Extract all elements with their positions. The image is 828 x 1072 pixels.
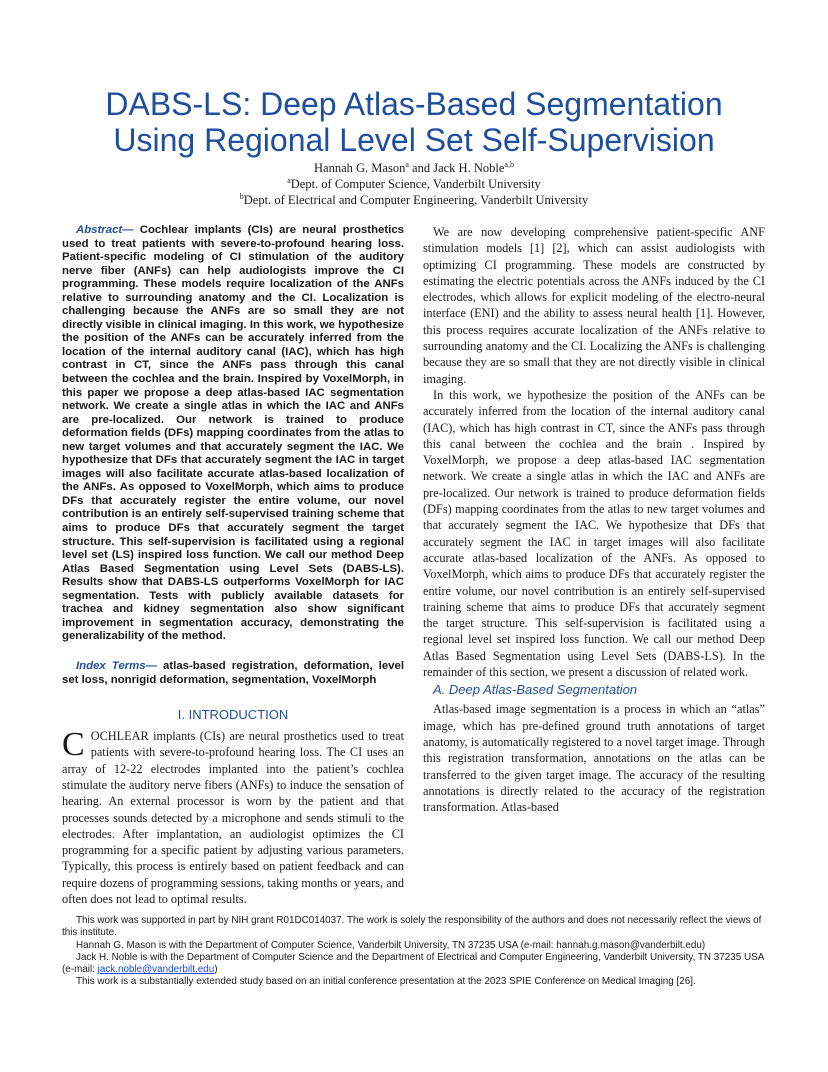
footnote-funding: This work was supported in part by NIH grant R01DC014037. The work is solely the responsibility of the authors and does not necessarily reflect the views of this institute. bbox=[62, 915, 762, 939]
affiliation-text: Dept. of Computer Science, Vanderbilt University bbox=[290, 177, 541, 191]
intro-paragraph-1-text: OCHLEAR implants (CIs) are neural prosthetics used to treat patients with severe-to-profound hearing loss. The CI uses an array of 12-22 electrodes implanted into the patient’s cochlea stimulate the auditory nerve fibers (ANFs) to induce the sensation of hearing. An external processor is worn by the patient and that processes sounds detected by a microphone and sends stimuli to the electrodes. After implantation, an audiologist optimizes the CI programming for a specific patient by adjusting various parameters. Typically, this process is entirely based on patient feedback and can require dozens of programming sessions, taking months or years, and often does not lead to optimal results. bbox=[62, 729, 404, 907]
email-link[interactable]: jack.noble@vanderbilt.edu bbox=[97, 964, 215, 976]
author-line bbox=[0, 160, 828, 176]
author-block bbox=[0, 160, 828, 208]
author-superscript: a bbox=[405, 159, 409, 169]
index-terms bbox=[62, 660, 404, 687]
left-column bbox=[62, 224, 404, 907]
author-superscript: a,b bbox=[504, 159, 514, 169]
right-column bbox=[423, 224, 765, 815]
affiliation-superscript: b bbox=[239, 191, 244, 201]
author-name: Hannah G. Mason bbox=[314, 161, 406, 175]
paper-title-line-1: DABS-LS: Deep Atlas-Based Segmentation bbox=[105, 86, 723, 122]
affiliation-text: Dept. of Electrical and Computer Engineering, Vanderbilt University bbox=[243, 193, 589, 207]
section-heading-introduction: I. INTRODUCTION bbox=[177, 707, 289, 723]
paper-title bbox=[0, 86, 828, 158]
index-terms-label: Index Terms— bbox=[76, 659, 157, 672]
intro-paragraph-2: We are now developing comprehensive patient-specific ANF stimulation models [1] [2], which can assist audiologists with optimizing CI programming. These models are constructed by estimating the electric potentials across the ANFs induced by the CI electrodes, which allows for explicit modeling of the electro-neural interface (ENI) and the ability to assess neural health [1]. However, this process requires accurate localization of the ANFs relative to surrounding anatomy and the CI. Localizing the ANFs is challenging because they are so small that they are not directly visible in clinical imaging. bbox=[423, 225, 765, 386]
footnote-author2-suffix: ) bbox=[214, 964, 218, 976]
author-conjunction: and bbox=[408, 161, 434, 175]
affiliation-line bbox=[0, 176, 828, 192]
footnote-author2 bbox=[62, 952, 766, 977]
index-terms-text: atlas-based registration, deformation, level set loss, nonrigid deformation, segmentation, VoxelMorph bbox=[62, 659, 404, 686]
intro-paragraph-1 bbox=[62, 728, 404, 907]
footnote-author2-prefix: Jack H. Noble is with the Department of Computer Science and the Department of Electrical and Computer Engineering, Vanderbilt University, TN 37235 USA (e-mail: bbox=[62, 951, 764, 976]
author-name: Jack H. Noble bbox=[433, 161, 505, 175]
abstract bbox=[62, 224, 404, 644]
abstract-text: Cochlear implants (CIs) are neural prosthetics used to treat patients with severe-to-profound hearing loss. Patient-specific modeling of CI stimulation of the auditory nerve fiber (ANFs) can help audiologists improve the CI programming. These models require localization of the ANFs relative to surrounding anatomy and the CI. Localization is challenging because the ANFs are so small they are not directly visible in clinical imaging. In this work, we hypothesize the position of the ANFs can be accurately inferred from the location of the internal auditory canal (IAC), which has high contrast in CT, since the ANFs pass through this canal between the cochlea and the brain. Inspired by VoxelMorph, in this paper we propose a deep atlas-based IAC segmentation network. We create a single atlas in which the IAC and ANFs are pre-localized. Our network is trained to produce deformation fields (DFs) mapping coordinates from the atlas to new target volumes and that accurately segment the IAC. We hypothesize that DFs that accurately segment the IAC in target images will also facilitate accurate atlas-based localization of the ANFs. As opposed to VoxelMorph, which aims to produce DFs that accurately register the entire volume, our novel contribution is an entirely self-supervised training scheme that aims to produce DFs that accurately segment the target structure. This self-supervision is facilitated using a regional level set (LS) inspired loss function. We call our method Deep Atlas Based Segmentation using Level Sets (DABS-LS). Results show that DABS-LS outperforms VoxelMorph for IAC segmentation. Tests with publicly available datasets for trachea and kidney segmentation also show significant improvement in segmentation accuracy, demonstrating the generalizability of the method. bbox=[62, 224, 404, 643]
drop-cap: C bbox=[62, 726, 85, 764]
affiliation-line bbox=[0, 192, 828, 208]
subsection-paragraph-1: Atlas-based image segmentation is a process in which an “atlas” image, which has pre-defined ground truth annotations of target anatomy, is automatically registered to a novel target image. Through this registration transformation, annotations on the atlas can be transferred to the given target image. The accuracy of the resulting annotations is directly related to the accuracy of the registration transformation. Atlas-based bbox=[423, 702, 765, 815]
subsection-heading-deep-atlas: A. Deep Atlas-Based Segmentation bbox=[433, 682, 638, 698]
intro-paragraph-3: In this work, we hypothesize the position of the ANFs can be accurately inferred from the location of the internal auditory canal (IAC), which has high contrast in CT, since the ANFs pass through this canal between the cochlea and the brain . Inspired by VoxelMorph, we propose a deep atlas-based IAC segmentation network. We create a single atlas in which the IAC and ANFs are pre-localized. Our network is trained to produce deformation fields (DFs) mapping coordinates from the atlas to new target volumes and that accurately segment the IAC. We hypothesize that DFs that accurately segment the IAC in target images will also facilitate accurate atlas-based localization of the ANFs. As opposed to VoxelMorph, which aims to produce DFs that accurately register the entire volume, our novel contribution is an entirely self-supervised training scheme that aims to produce DFs that accurately segment the target structure. This self-supervision is facilitated using a regional level set inspired loss function. We call our method Deep Atlas Based Segmentation using Level Sets (DABS-LS). In the remainder of this section, we present a discussion of related work. bbox=[423, 387, 765, 680]
paper-title-line-2: Using Regional Level Set Self-Supervision bbox=[113, 122, 715, 158]
affiliation-superscript: a bbox=[287, 175, 291, 185]
footnote-author1: Hannah G. Mason is with the Department of Computer Science, Vanderbilt University, TN 37235 USA (e-mail: hannah.g.mason@vanderbilt.edu) bbox=[76, 939, 706, 951]
footnotes bbox=[62, 915, 766, 989]
footnote-extended-study: This work is a substantially extended study based on an initial conference presentation at the 2023 SPIE Conference on Medical Imaging [26]. bbox=[76, 976, 696, 988]
abstract-label: Abstract— bbox=[76, 224, 134, 236]
